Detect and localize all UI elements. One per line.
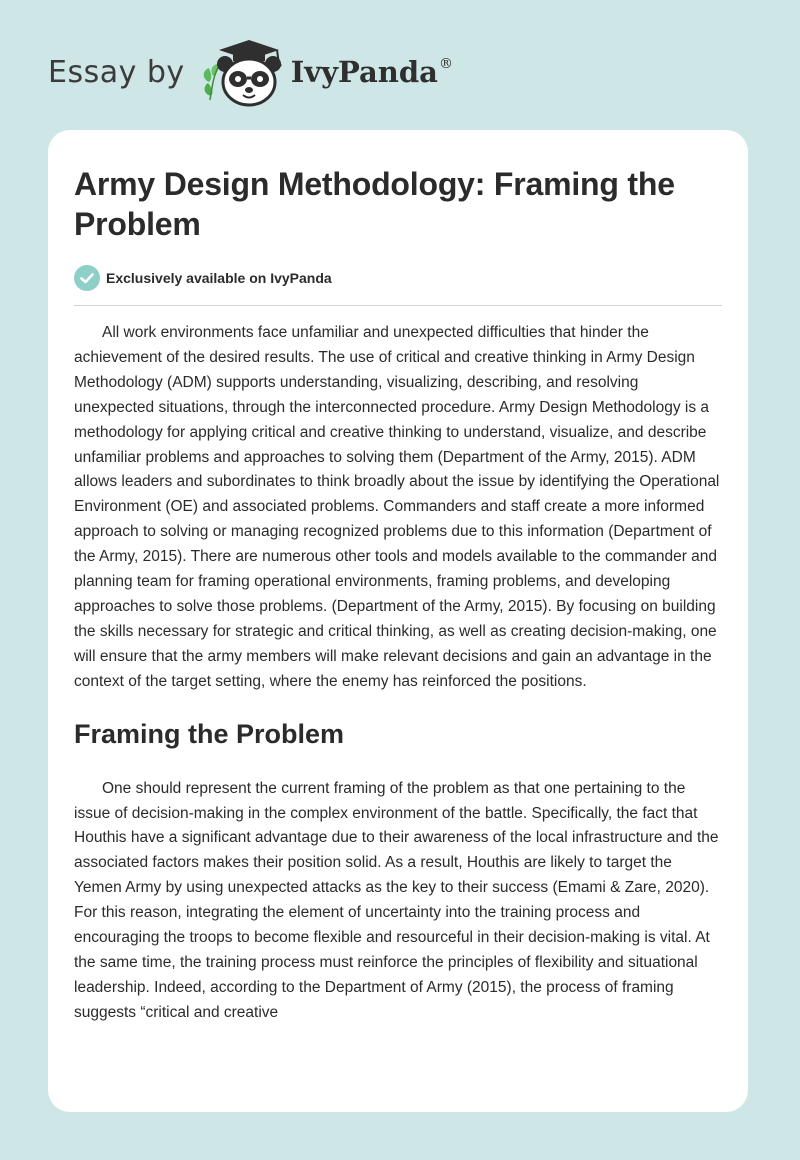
- check-circle-icon: [74, 265, 100, 291]
- registered-mark: ®: [438, 56, 453, 72]
- site-header: [48, 36, 453, 108]
- exclusive-badge: [74, 264, 722, 292]
- essay-title: Army Design Methodology: Framing the Problem: [74, 166, 675, 242]
- ivypanda-brand-name[interactable]: [291, 55, 453, 89]
- ivypanda-panda-logo-icon[interactable]: [199, 36, 289, 108]
- essay-by-label: Essay by: [48, 54, 185, 90]
- section-heading: Framing the Problem: [74, 718, 345, 749]
- paragraph-intro: All work environments face unfamiliar and unexpected difficulties that hinder the achievement of the desired results. The use of critical and creative thinking in Army Design Methodology (ADM) supports understanding, visualizing, describing, and resolving unexpected situations, through the interconnected procedure. Army Design Methodology is a methodology for applying critical and creative thinking to understand, visualize, and describe unfamiliar problems and approaches to solving them (Department of the Army, 2015). ADM allows leaders and subordinates to think broadly about the issue by identifying the Operational Environment (OE) and associated problems. Commanders and staff create a more informed approach to solving or managing recognized problems due to this information (Department of the Army, 2015). There are numerous other tools and models available to the commander and planning team for framing operational environments, framing problems, and developing approaches to solve those problems. (Department of the Army, 2015). By focusing on building the skills necessary for strategic and critical thinking, as well as creating decision-making, one will ensure that the army members will make relevant decisions and gain an advantage in the context of the target setting, where the enemy has reinforced the positions.: [74, 324, 720, 690]
- brand-name-text: IvyPanda: [290, 55, 438, 89]
- exclusive-label: Exclusively available on IvyPanda: [106, 270, 332, 286]
- divider: [74, 305, 722, 306]
- paragraph-framing: One should represent the current framing of the problem as that one pertaining to the issue of decision-making in the complex environment of the battle. Specifically, the fact that Houthis have a significant advantage due to their awareness of the local infrastructure and the associated factors makes their position solid. As a result, Houthis are likely to target the Yemen Army by using unexpected attacks as the key to their success (Emami & Zare, 2020). For this reason, integrating the element of uncertainty into the training process and encouraging the troops to become flexible and resourceful in their decision-making is vital. At the same time, the training process must reinforce the principles of flexibility and situational leadership. Indeed, according to the Department of Army (2015), the process of framing suggests “critical and creative: [74, 779, 719, 1021]
- essay-card: [48, 130, 748, 1112]
